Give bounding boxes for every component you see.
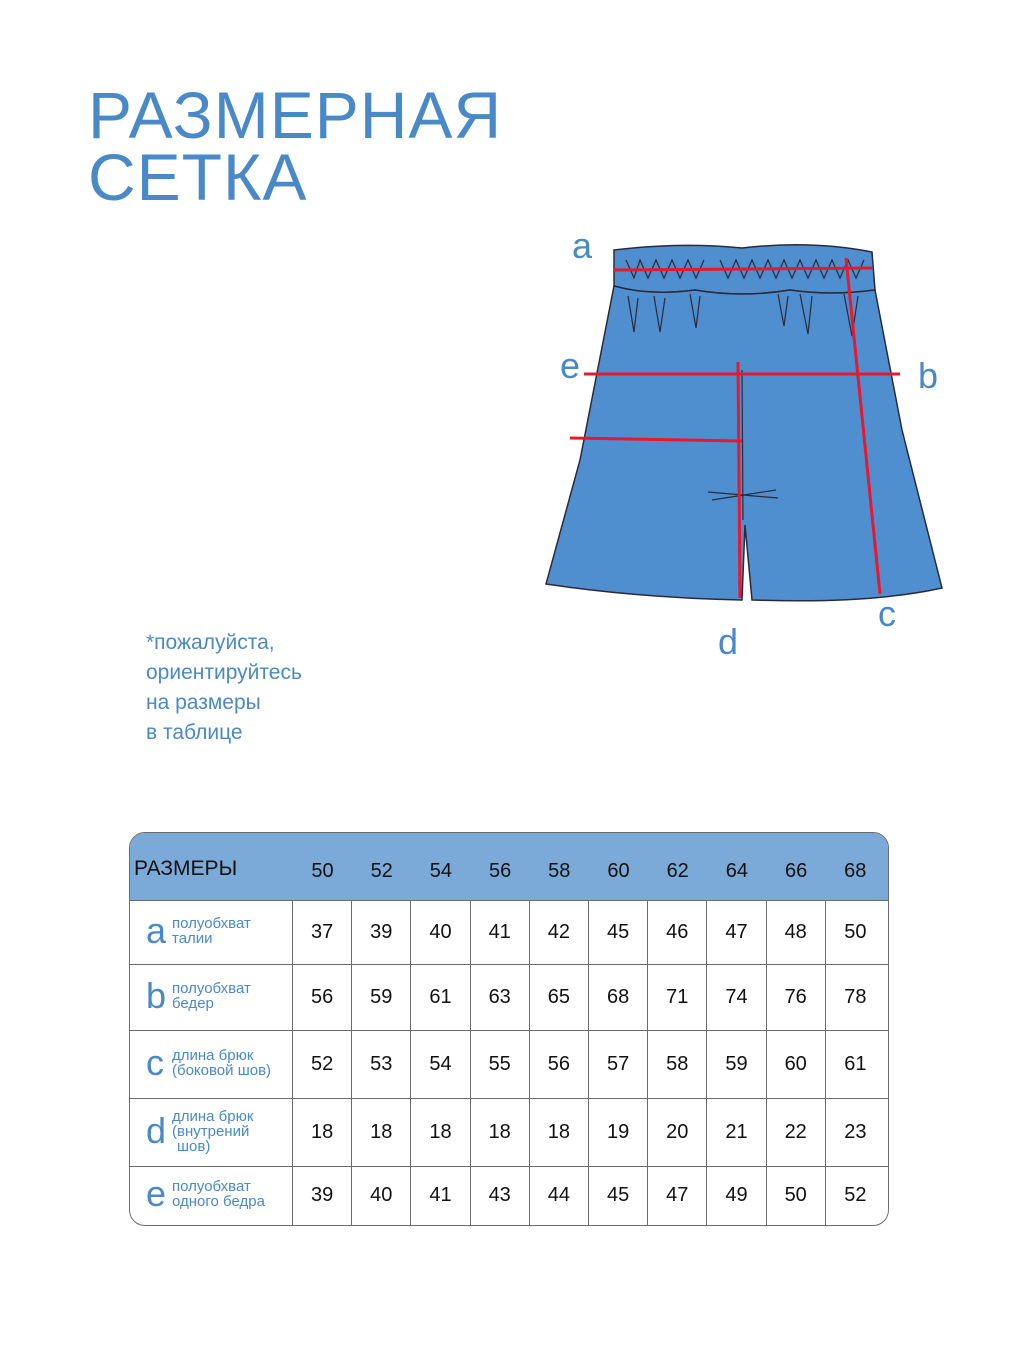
cell-value: 55: [488, 1053, 511, 1075]
table-cell: [530, 1099, 589, 1166]
table-row: [130, 901, 888, 965]
cell-value: 39: [370, 921, 393, 943]
size-table-header: [130, 833, 888, 901]
table-cell: [589, 1099, 648, 1166]
table-cell: [293, 901, 352, 964]
row-description: [172, 1048, 271, 1078]
row-letter: e: [146, 1173, 167, 1214]
table-cell: [648, 901, 707, 964]
size-header-60: 60: [607, 860, 630, 882]
table-cell: [352, 1167, 411, 1225]
cell-value: 52: [310, 1053, 334, 1075]
size-header-56: 56: [488, 860, 512, 882]
note-line-3: на размеры: [146, 691, 261, 714]
table-cell: [293, 965, 352, 1030]
label-d: d: [718, 621, 739, 662]
cell-value: 47: [725, 921, 748, 943]
table-cell: [826, 901, 885, 964]
cell-value: 48: [784, 921, 807, 943]
row-description: [172, 981, 251, 1011]
note-line-4: в таблице: [146, 721, 243, 744]
table-cell: [411, 1167, 470, 1225]
row-description-line: одного бедра: [172, 1193, 265, 1210]
cell-value: 54: [429, 1053, 452, 1075]
cell-value: 63: [488, 986, 511, 1008]
row-header: [130, 1167, 293, 1225]
row-header: [130, 1099, 293, 1166]
cell-value: 46: [666, 921, 689, 943]
table-cell: [530, 965, 589, 1030]
cell-value: 37: [310, 921, 334, 943]
note-line-2: ориентируйтесь: [146, 661, 302, 684]
table-cell: [471, 1031, 530, 1098]
row-header: [130, 965, 293, 1030]
cell-value: 43: [488, 1184, 511, 1206]
cell-value: 39: [310, 1184, 334, 1206]
page-title: [88, 78, 503, 214]
size-note: [146, 628, 302, 748]
sizes-label: РАЗМЕРЫ: [134, 857, 238, 880]
row-description: [172, 1109, 253, 1154]
table-cell: [530, 1031, 589, 1098]
cell-value: 58: [666, 1053, 689, 1075]
title-line-2: СЕТКА: [88, 140, 308, 214]
row-description-line: полуобхват: [172, 1178, 251, 1195]
cell-value: 18: [370, 1121, 393, 1143]
shorts-diagram: [530, 220, 970, 670]
table-cell: [767, 1099, 826, 1166]
table-row: [130, 1099, 888, 1167]
size-table: [129, 832, 889, 1226]
cell-value: 71: [666, 986, 689, 1008]
cell-value: 60: [784, 1053, 807, 1075]
table-cell: [352, 1031, 411, 1098]
cell-value: 45: [606, 921, 630, 943]
row-description-line: (боковой шов): [172, 1062, 272, 1079]
table-cell: [352, 1099, 411, 1166]
cell-value: 18: [547, 1121, 571, 1143]
size-header-62: 62: [666, 860, 689, 882]
size-header-54: 54: [429, 860, 453, 882]
table-cell: [530, 901, 589, 964]
measure-a: [614, 268, 872, 270]
label-e: e: [560, 345, 581, 386]
cell-value: 56: [310, 986, 334, 1008]
cell-value: 59: [725, 1053, 748, 1075]
row-header: [130, 901, 293, 964]
cell-value: 65: [547, 986, 571, 1008]
table-cell: [767, 1167, 826, 1225]
table-cell: [471, 965, 530, 1030]
cell-value: 20: [666, 1121, 689, 1143]
table-cell: [411, 901, 470, 964]
table-cell: [293, 1167, 352, 1225]
size-header-52: 52: [370, 860, 393, 882]
cell-value: 68: [606, 986, 630, 1008]
table-row: [130, 1167, 888, 1225]
cell-value: 49: [725, 1184, 748, 1206]
cell-value: 56: [547, 1053, 571, 1075]
table-cell: [352, 901, 411, 964]
cell-value: 61: [844, 1053, 867, 1075]
table-cell: [411, 1099, 470, 1166]
table-cell: [589, 901, 648, 964]
table-cell: [648, 1099, 707, 1166]
row-description-line: шов): [177, 1137, 211, 1155]
measure-d: [738, 362, 740, 598]
table-cell: [707, 901, 766, 964]
label-c: c: [878, 593, 896, 634]
cell-value: 78: [844, 986, 867, 1008]
table-cell: [352, 965, 411, 1030]
title-line-1: РАЗМЕРНАЯ: [88, 78, 503, 152]
cell-value: 42: [547, 921, 571, 943]
table-cell: [767, 901, 826, 964]
row-description: [172, 1179, 265, 1209]
table-cell: [826, 1167, 885, 1225]
size-header-58: 58: [548, 860, 571, 882]
cell-value: 45: [606, 1184, 630, 1206]
table-cell: [589, 1167, 648, 1225]
table-cell: [411, 1031, 470, 1098]
cell-value: 59: [370, 986, 393, 1008]
table-cell: [648, 965, 707, 1030]
size-header-66: 66: [784, 860, 808, 882]
cell-value: 41: [429, 1184, 452, 1206]
cell-value: 61: [429, 986, 452, 1008]
cell-value: 52: [844, 1184, 867, 1206]
cell-value: 76: [784, 986, 807, 1008]
row-description-line: полуобхват: [172, 915, 251, 932]
cell-value: 18: [488, 1121, 511, 1143]
row-description-line: длина брюк: [172, 1107, 254, 1125]
table-cell: [767, 965, 826, 1030]
cell-value: 57: [606, 1053, 630, 1075]
table-row: [130, 1031, 888, 1099]
table-cell: [826, 1031, 885, 1098]
size-header-68: 68: [844, 860, 867, 882]
table-cell: [767, 1031, 826, 1098]
cell-value: 50: [844, 921, 867, 943]
row-letter: d: [146, 1110, 167, 1151]
cell-value: 21: [725, 1121, 748, 1143]
table-cell: [826, 965, 885, 1030]
row-header: [130, 1031, 293, 1098]
shorts-body: [546, 286, 942, 601]
cell-value: 47: [666, 1184, 689, 1206]
note-line-1: *пожалуйста,: [146, 631, 275, 654]
cell-value: 74: [725, 986, 748, 1008]
row-description: [172, 916, 251, 946]
table-cell: [707, 965, 766, 1030]
row-description-line: бедер: [172, 995, 214, 1012]
row-description-line: талии: [172, 930, 213, 947]
table-cell: [471, 1167, 530, 1225]
label-b: b: [918, 355, 939, 396]
cell-value: 23: [844, 1121, 867, 1143]
cell-value: 40: [429, 921, 452, 943]
size-header-64: 64: [725, 860, 749, 882]
table-cell: [648, 1167, 707, 1225]
table-cell: [648, 1031, 707, 1098]
row-description-line: полуобхват: [172, 980, 251, 997]
table-cell: [293, 1031, 352, 1098]
row-letter: a: [146, 910, 167, 951]
cell-value: 22: [784, 1121, 807, 1143]
shorts-illustration: [530, 220, 970, 670]
row-description-line: (внутрений: [172, 1122, 250, 1140]
table-row: [130, 965, 888, 1031]
size-header-50: 50: [311, 860, 334, 882]
table-cell: [707, 1167, 766, 1225]
table-cell: [589, 965, 648, 1030]
table-cell: [707, 1031, 766, 1098]
table-cell: [293, 1099, 352, 1166]
cell-value: 18: [429, 1121, 452, 1143]
table-cell: [530, 1167, 589, 1225]
table-cell: [707, 1099, 766, 1166]
cell-value: 41: [488, 921, 511, 943]
table-cell: [411, 965, 470, 1030]
label-a: a: [572, 225, 593, 266]
row-letter: c: [146, 1042, 164, 1083]
table-cell: [589, 1031, 648, 1098]
cell-value: 19: [606, 1121, 630, 1143]
cell-value: 18: [310, 1121, 334, 1143]
cell-value: 44: [547, 1184, 571, 1206]
cell-value: 40: [370, 1184, 393, 1206]
cell-value: 50: [784, 1184, 807, 1206]
row-description-line: длина брюк: [172, 1047, 254, 1064]
table-cell: [826, 1099, 885, 1166]
table-cell: [471, 1099, 530, 1166]
table-cell: [471, 901, 530, 964]
row-letter: b: [146, 975, 167, 1016]
cell-value: 53: [370, 1053, 393, 1075]
